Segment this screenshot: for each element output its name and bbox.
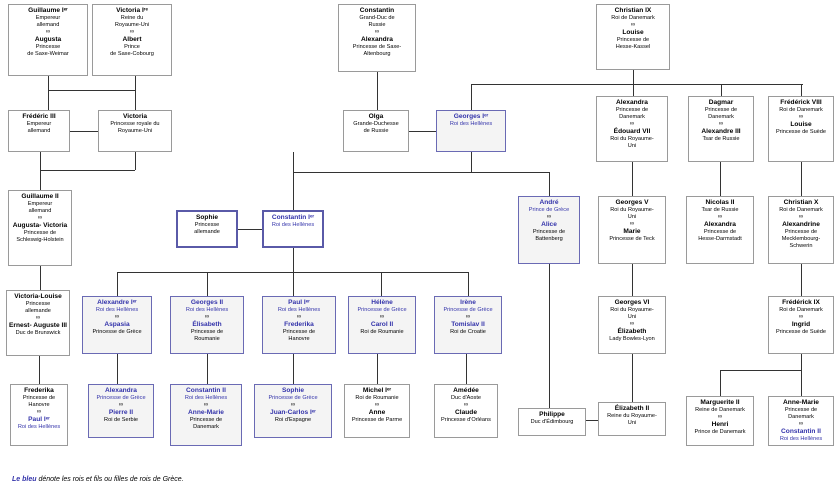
connector-line (586, 420, 598, 421)
person1-name: Frédérick IX (782, 299, 820, 306)
person-node-victoria_louise[interactable] (6, 290, 70, 356)
person2-name: Anne (368, 408, 386, 416)
connector-line (381, 272, 382, 296)
person1-name: Marguerite II (700, 399, 740, 406)
person1-name: Georges VI (614, 299, 650, 306)
person1-title: allemand (27, 127, 51, 134)
person1-name: Victoria Iʳᵉ (116, 7, 148, 14)
person2-title: Roi des Hellènes (779, 435, 823, 442)
person2-title: Tsar de Russie (702, 135, 740, 142)
person1-title: Roi des Hellènes (449, 121, 493, 128)
person1-title: Reine du (120, 15, 144, 22)
connector-line (721, 84, 722, 96)
person1-title: de Russie (363, 127, 389, 134)
connector-line (40, 152, 41, 190)
person2-title: Hesse-Kassel (615, 43, 651, 50)
person1-name: Guillaume II (21, 193, 59, 200)
person2-name: Alexandre III (701, 127, 741, 135)
connector-line (471, 84, 633, 85)
person2-title: Princesse de (703, 228, 737, 235)
connector-line (48, 90, 49, 110)
connector-line (632, 354, 633, 402)
connector-line (549, 264, 550, 408)
person1-name: Frederika (24, 387, 54, 394)
person-node-georges2[interactable] (170, 296, 244, 354)
person2-title: Roumanie (194, 335, 220, 342)
person-node-alexandra_dk[interactable] (596, 96, 668, 162)
marriage-symbol: ∞ (630, 22, 636, 29)
person2-name: Alexandrine (782, 220, 820, 228)
person1-title: Tsar de Russie (701, 207, 739, 214)
person2-name: Tomislav II (451, 320, 485, 328)
connector-line (70, 131, 98, 132)
connector-line (466, 354, 467, 384)
connector-line (40, 170, 135, 171)
person-node-michel1[interactable] (344, 384, 410, 438)
person1-title: Roi des Hellènes (277, 307, 321, 314)
person2-name: Albert (122, 35, 142, 43)
connector-line (293, 354, 294, 384)
person1-title: Danemark (708, 113, 734, 120)
connector-line (801, 354, 802, 396)
person1-title: allemand (36, 21, 60, 28)
person2-name: Anne-Marie (188, 408, 224, 416)
person1-name: Georges V (615, 199, 649, 206)
person1-name: Constantin Iᵉʳ (271, 214, 315, 221)
person2-name: Alexandra (361, 35, 393, 43)
person-node-sophie[interactable] (176, 210, 238, 248)
person-node-alexandra_gr[interactable] (88, 384, 154, 438)
person1-title: Princesse royale du (110, 121, 160, 128)
marriage-symbol: ∞ (36, 409, 42, 416)
person2-title: de Saxe-Cobourg (110, 50, 154, 57)
person-node-victoria1[interactable] (92, 4, 172, 76)
person1-name: Michel Iᵉʳ (362, 387, 392, 394)
person1-name: Sophie (196, 214, 218, 221)
person1-title: Empereur (35, 15, 61, 22)
person2-name: Édouard VII (613, 127, 651, 135)
person-node-irene[interactable] (434, 296, 502, 354)
person-node-paul1[interactable] (262, 296, 336, 354)
person-node-guillaume1[interactable] (8, 4, 88, 76)
marriage-symbol: ∞ (129, 29, 135, 36)
legend-text: dénote les rois et fils ou filles de rois de Grèce. (36, 476, 184, 483)
person1-title: Empereur (26, 121, 52, 128)
person2-title: Princesse (35, 43, 61, 50)
person-node-georges5[interactable] (598, 196, 666, 264)
person-node-annemarie[interactable] (768, 396, 834, 446)
person1-title: Roi de Danemark (611, 15, 655, 22)
marriage-symbol: ∞ (798, 114, 804, 121)
marriage-symbol: ∞ (374, 402, 380, 409)
connector-line (377, 72, 378, 110)
person1-name: Irène (460, 299, 476, 306)
person2-name: Claude (455, 408, 477, 416)
connector-line (135, 76, 136, 90)
person1-title: Princesse de Grèce (357, 307, 407, 314)
person2-title: Roi d'Espagne (274, 416, 312, 423)
person1-name: Amédée (453, 387, 479, 394)
person2-title: Princesse de (23, 229, 57, 236)
person1-title: Princesse de Grèce (443, 307, 493, 314)
person2-title: Princesse de (282, 328, 316, 335)
person-node-olga[interactable] (343, 110, 409, 152)
person1-title: Princesse de (615, 107, 649, 114)
person1-title: Princesse (194, 222, 220, 229)
person-node-frederic8[interactable] (768, 96, 834, 162)
person1-title: Uni (627, 419, 637, 426)
connector-line (293, 272, 294, 296)
connector-line (471, 84, 472, 110)
person1-name: Georges Iᵉʳ (453, 113, 489, 120)
marriage-symbol: ∞ (203, 402, 209, 409)
person2-name: Augusta (34, 35, 62, 43)
person-node-georges1[interactable] (436, 110, 506, 152)
marriage-symbol: ∞ (546, 214, 552, 221)
person2-name: Carol II (370, 320, 394, 328)
person2-name: Augusta- Victoria (12, 221, 68, 229)
person2-title: Battenberg (535, 235, 563, 242)
person1-title: Princesse de Grèce (268, 395, 318, 402)
person1-name: Constantin (359, 7, 395, 14)
person1-name: Paul Iᵉʳ (288, 299, 310, 306)
marriage-symbol: ∞ (290, 402, 296, 409)
person1-title: Roi de Danemark (779, 307, 823, 314)
marriage-symbol: ∞ (629, 121, 635, 128)
person2-name: Paul Iᵉʳ (28, 415, 50, 423)
person1-name: Frédéric III (22, 113, 56, 120)
person1-name: Nicolas II (705, 199, 735, 206)
person2-title: de Saxe-Weimar (27, 50, 69, 57)
person1-title: Empereur (27, 201, 53, 208)
person2-title: Mecklembourg- (781, 235, 821, 242)
person1-title: Grande-Duchesse (353, 121, 399, 128)
person1-title: allemande (25, 307, 51, 314)
person1-name: Hélène (371, 299, 393, 306)
person2-title: Prince de Danemark (694, 428, 746, 435)
person-node-frederika[interactable] (10, 384, 68, 446)
connector-line (39, 356, 40, 384)
person-node-andre[interactable] (518, 196, 580, 264)
person2-title: Princesse de (189, 416, 223, 423)
connector-line (293, 172, 549, 173)
person2-name: Louise (622, 28, 644, 36)
person2-title: Princesse de (616, 36, 650, 43)
person-node-philippe[interactable] (518, 408, 586, 436)
person1-name: Élizabeth II (614, 405, 650, 412)
person-node-constantin2[interactable] (170, 384, 242, 446)
person1-title: Princesse de (22, 395, 56, 402)
marriage-symbol: ∞ (118, 402, 124, 409)
person1-title: Roi du Royaume- (610, 307, 654, 314)
person-node-frederick9[interactable] (768, 296, 834, 354)
person1-title: Roi des Hellènes (95, 307, 139, 314)
person1-name: Christian X (783, 199, 819, 206)
person2-name: Élizabeth (617, 327, 647, 335)
person1-title: Danemark (788, 413, 814, 420)
person1-name: Sophie (282, 387, 304, 394)
connector-line (801, 162, 802, 196)
marriage-symbol: ∞ (374, 29, 380, 36)
person2-title: Hesse-Darmstadt (698, 235, 742, 242)
connector-line (632, 162, 633, 196)
marriage-symbol: ∞ (717, 414, 723, 421)
person2-title: Princesse de Saxe- (352, 43, 402, 50)
person1-title: Roi de Roumanie (355, 395, 399, 402)
person1-title: Princesse de (784, 407, 818, 414)
connector-line (720, 370, 721, 396)
person1-title: Princesse de (704, 107, 738, 114)
connector-line (293, 152, 294, 210)
marriage-symbol: ∞ (114, 314, 120, 321)
person1-name: Alexandra (616, 99, 648, 106)
person1-title: Russie (368, 21, 386, 28)
person2-title: Princesse d'Orléans (441, 416, 491, 423)
connector-line (135, 90, 136, 110)
person1-title: Prince de Grèce (528, 207, 570, 214)
person1-title: Grand-Duc de (359, 15, 395, 22)
connector-line (293, 248, 294, 272)
person2-title: Roi de Croatie (450, 328, 486, 335)
person1-name: Frédérick VIII (780, 99, 822, 106)
connector-line (48, 90, 136, 91)
connector-line (409, 131, 436, 132)
person2-title: Duc de Brunswick (15, 329, 61, 336)
person2-name: Élisabeth (192, 320, 222, 328)
connector-line (238, 229, 262, 230)
connector-line (377, 354, 378, 384)
marriage-symbol: ∞ (465, 314, 471, 321)
person2-name: Marie (623, 227, 641, 235)
marriage-symbol: ∞ (798, 421, 804, 428)
person2-title: Lady Bowles-Lyon (609, 335, 655, 342)
person1-title: Roi des Hellènes (185, 307, 229, 314)
person2-name: Juan-Carlos Iᵉʳ (270, 408, 316, 416)
person1-title: Hanovre (28, 401, 50, 408)
person2-title: Princesse de Parme (351, 416, 403, 423)
person1-name: Alexandra (105, 387, 137, 394)
marriage-symbol: ∞ (798, 214, 804, 221)
legend-blue-word: Le bleu (12, 476, 37, 483)
person1-title: Roi des Hellènes (184, 395, 228, 402)
person2-name: Constantin II (781, 427, 821, 435)
person2-title: Princesse de Teck (609, 235, 655, 242)
person-node-victoria_pr[interactable] (98, 110, 172, 152)
marriage-symbol: ∞ (798, 314, 804, 321)
person2-title: Schleswig-Holstein (16, 236, 64, 243)
person1-title: Duc d'Édimbourg (530, 419, 574, 426)
person1-title: Reine de Danemark (695, 407, 745, 414)
person-node-christian9[interactable] (596, 4, 670, 70)
connector-line (135, 152, 136, 170)
person2-title: Princesse de Grèce (92, 328, 142, 335)
person-node-guillaume2[interactable] (8, 190, 72, 266)
person2-title: Princesse de (784, 228, 818, 235)
person1-title: Danemark (619, 113, 645, 120)
person2-title: Schwerin (789, 242, 813, 249)
person-node-constantin1[interactable] (262, 210, 324, 248)
marriage-symbol: ∞ (37, 215, 43, 222)
person1-name: André (539, 199, 559, 206)
person1-title: Reine du Royaume- (607, 413, 657, 420)
person1-name: Victoria (122, 113, 148, 120)
person2-title: Danemark (193, 423, 219, 430)
person-node-amedee[interactable] (434, 384, 498, 438)
person-node-constantin_rus[interactable] (338, 4, 416, 72)
person2-title: Hanovre (288, 335, 310, 342)
person1-name: Anne-Marie (783, 399, 819, 406)
person1-name: Alexandre Iᵉʳ (97, 299, 137, 306)
person1-title: allemand (28, 207, 52, 214)
person2-name: Frederika (284, 320, 314, 328)
person-node-helene[interactable] (348, 296, 416, 354)
person2-title: Roi de Roumanie (360, 328, 404, 335)
connector-line (207, 354, 208, 384)
marriage-symbol: ∞ (463, 402, 469, 409)
connector-line (633, 70, 634, 84)
marriage-symbol: ∞ (35, 315, 41, 322)
person2-title: Princesse de (190, 328, 224, 335)
person2-name: Ernest- Auguste III (8, 321, 67, 329)
person1-title: Roi de Danemark (779, 107, 823, 114)
marriage-symbol: ∞ (296, 314, 302, 321)
person2-title: Roi de Serbie (104, 416, 138, 423)
connector-line (720, 370, 801, 371)
person-node-georges6[interactable] (598, 296, 666, 354)
person2-title: Roi des Hellènes (17, 423, 61, 430)
person1-title: Roi de Danemark (779, 207, 823, 214)
connector-line (549, 172, 550, 196)
person1-name: Constantin II (186, 387, 226, 394)
person2-name: Aspasia (104, 320, 130, 328)
marriage-symbol: ∞ (717, 214, 723, 221)
person1-name: Olga (368, 113, 384, 120)
person-node-elizabeth2[interactable] (598, 402, 666, 436)
marriage-symbol: ∞ (45, 29, 51, 36)
person-node-dagmar[interactable] (688, 96, 754, 162)
person1-title: Roi des Hellènes (271, 222, 315, 229)
person1-title: allemande (194, 228, 220, 235)
person1-name: Georges II (190, 299, 224, 306)
marriage-symbol: ∞ (379, 314, 385, 321)
person1-title: Royaume-Uni (114, 21, 150, 28)
person2-name: Alice (541, 220, 557, 228)
person1-name: Guillaume Iᵉʳ (28, 7, 68, 14)
person2-title: Princesse de Suède (775, 128, 827, 135)
connector-line (471, 152, 472, 172)
connector-line (633, 84, 634, 96)
person1-title: Uni (627, 213, 637, 220)
connector-line (801, 84, 802, 96)
person1-title: Royaume-Uni (117, 127, 153, 134)
connector-line (48, 76, 49, 90)
marriage-symbol: ∞ (718, 121, 724, 128)
person2-title: Uni (627, 142, 637, 149)
person2-name: Henri (711, 420, 729, 428)
marriage-symbol: ∞ (204, 314, 210, 321)
person-node-alexandre1[interactable] (82, 296, 152, 354)
person1-title: Roi du Royaume- (610, 207, 654, 214)
connector-line (117, 354, 118, 384)
person2-name: Alexandra (704, 220, 736, 228)
person1-title: Duc d'Aoste (451, 395, 481, 402)
person2-title: Princesse de Suède (775, 328, 827, 335)
person1-name: Victoria-Louise (14, 293, 62, 300)
person1-title: Uni (627, 313, 637, 320)
person1-title: Princesse de Grèce (96, 395, 146, 402)
person2-title: Roi du Royaume- (610, 135, 654, 142)
connector-line (633, 84, 803, 85)
person2-title: Altenbourg (363, 50, 391, 57)
person1-name: Christian IX (614, 7, 652, 14)
legend (12, 476, 184, 483)
person2-name: Louise (790, 120, 812, 128)
person1-name: Dagmar (708, 99, 734, 106)
connector-line (207, 272, 208, 296)
connector-line (720, 162, 721, 196)
marriage-symbol: ∞ (629, 321, 635, 328)
person1-name: Philippe (539, 411, 565, 418)
connector-line (801, 264, 802, 296)
connector-line (632, 264, 633, 296)
connector-line (468, 272, 469, 296)
person-node-frederic3[interactable] (8, 110, 70, 152)
person2-name: Pierre II (108, 408, 134, 416)
person-node-marguerite2[interactable] (686, 396, 754, 446)
person-node-nicolas2[interactable] (686, 196, 754, 264)
person-node-christian10[interactable] (768, 196, 834, 264)
connector-line (40, 266, 41, 290)
marriage-symbol: ∞ (629, 221, 635, 228)
person1-title: Princesse (25, 301, 51, 308)
person2-title: Prince (124, 43, 140, 50)
person2-title: Princesse de (532, 228, 566, 235)
person-node-sophie2[interactable] (254, 384, 332, 438)
connector-line (117, 272, 118, 296)
person2-name: Ingrid (791, 320, 811, 328)
